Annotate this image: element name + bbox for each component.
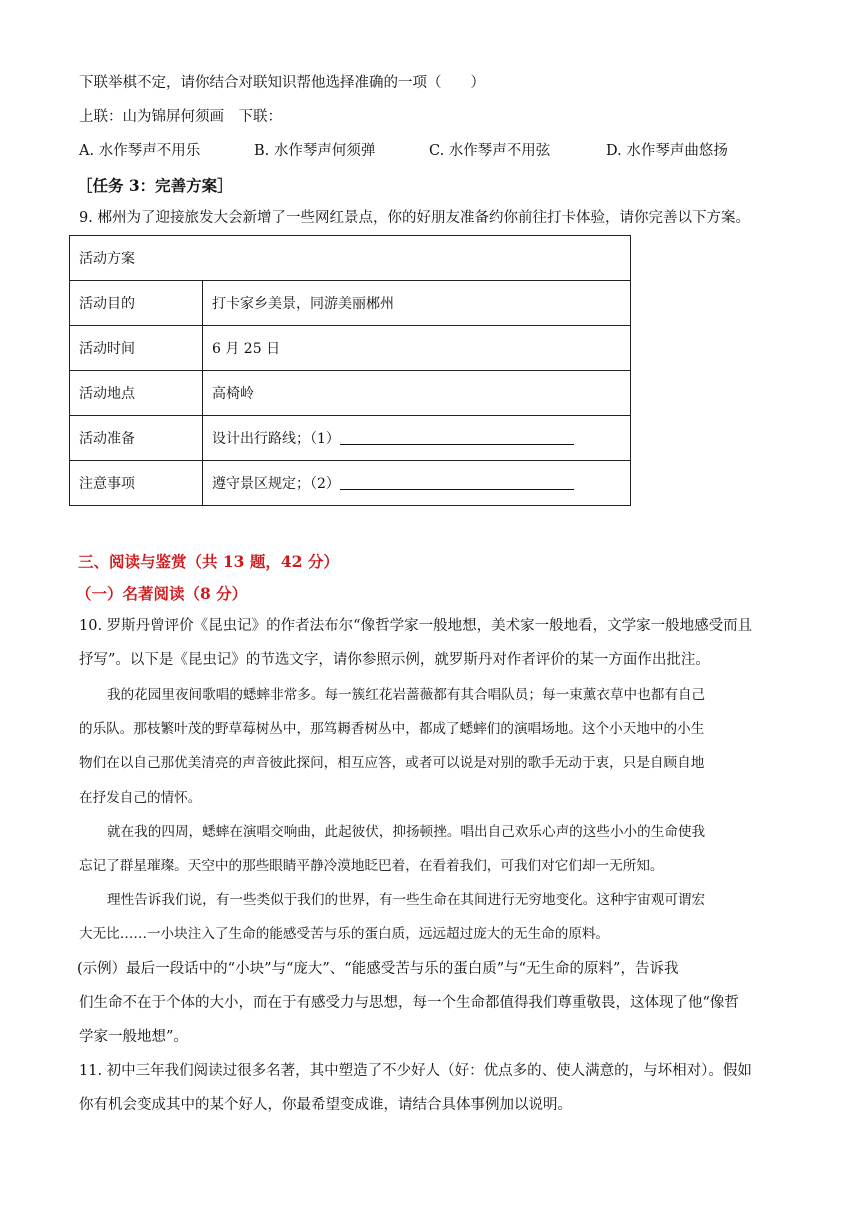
passage-line: 我的花园里夜间歌唱的蟋蟀非常多。每一簇红花岩蔷薇都有其合唱队员；每一束薰衣草中也都有自己 (107, 687, 706, 703)
passage-line: 在抒发自己的情怀。 (79, 790, 202, 806)
table-row (70, 326, 631, 371)
table-row (70, 416, 631, 461)
row-label: 活动目的 (70, 281, 203, 326)
task3-heading: ［任务 3：完善方案］ (77, 176, 233, 195)
answer-blank-1[interactable] (340, 430, 574, 445)
option-c[interactable]: C. 水作琴声不用弦 (429, 143, 551, 159)
table-title: 活动方案 (70, 236, 631, 281)
answer-blank-2[interactable] (340, 475, 574, 490)
row-value: 遵守景区规定；（2） (212, 476, 340, 492)
section3-heading: 三、阅读与鉴赏（共 13 题，42 分） (78, 552, 339, 571)
q11-line2: 你有机会变成其中的某个好人，你最希望变成谁，请结合具体事例加以说明。 (79, 1097, 572, 1113)
passage-line: 就在我的四周，蟋蟀在演唱交响曲，此起彼伏，抑扬顿挫。唱出自己欢乐心声的这些小小的生命使我 (107, 824, 706, 840)
row-value: 高椅岭 (203, 371, 631, 416)
option-b[interactable]: B. 水作琴声何须弹 (254, 143, 376, 159)
example-line: (示例）最后一段话中的“小块”与“庞大”、“能感受苦与乐的蛋白质”与“无生命的原料”，告诉我 (77, 961, 679, 977)
q11-line1: 11. 初中三年我们阅读过很多名著，其中塑造了不少好人（好：优点多的、使人满意的，与坏相对）。假如 (79, 1063, 752, 1079)
row-label: 活动准备 (70, 416, 203, 461)
row-label: 活动时间 (70, 326, 203, 371)
table-title-row (70, 236, 631, 281)
passage-line: 理性告诉我们说，有一些类似于我们的世界，有一些生命在其间进行无穷地变化。这种宇宙观可谓宏 (107, 892, 706, 908)
activity-plan-table (69, 235, 631, 506)
row-value: 打卡家乡美景，同游美丽郴州 (203, 281, 631, 326)
table-row (70, 371, 631, 416)
row-value: 设计出行路线；（1） (212, 431, 340, 447)
option-d[interactable]: D. 水作琴声曲悠扬 (606, 143, 728, 159)
row-value: 6 月 25 日 (203, 326, 631, 371)
row-label: 注意事项 (70, 461, 203, 506)
row-value-with-blank (203, 461, 631, 506)
passage-line: 忘记了群星璀璨。天空中的那些眼睛平静冷漠地眨巴着，在看着我们，可我们对它们却一无所知。 (79, 858, 664, 874)
row-label: 活动地点 (70, 371, 203, 416)
example-line: 们生命不在于个体的大小，而在于有感受力与思想，每一个生命都值得我们尊重敬畏，这体现了他“像哲 (79, 995, 739, 1011)
q9-stem: 9. 郴州为了迎接旅发大会新增了一些网红景点，你的好朋友准备约你前往打卡体验，请你完善以下方案。 (79, 210, 750, 226)
passage-line: 物们在以自己那优美清亮的声音彼此探问，相互应答，或者可以说是对别的歌手无动于衷，只是自顾自地 (79, 755, 705, 771)
q10-line1: 10. 罗斯丹曾评价《昆虫记》的作者法布尔“像哲学家一般地想，美术家一般地看，文学家一般地感受而且 (79, 618, 753, 634)
q8-options (79, 141, 759, 161)
passage-line: 的乐队。那枝繁叶茂的野草莓树丛中，那笃耨香树丛中，都成了蟋蟀们的演唱场地。这个小天地中的小生 (79, 721, 705, 737)
q8-stem: 下联举棋不定，请你结合对联知识帮他选择准确的一项（ ） (79, 75, 485, 91)
option-a[interactable]: A. 水作琴声不用乐 (79, 143, 201, 159)
table-row (70, 461, 631, 506)
q10-line2: 抒写”。以下是《昆虫记》的节选文字，请你参照示例，就罗斯丹对作者评价的某一方面作出批注。 (79, 652, 710, 668)
section3-sub1: （一）名著阅读（8 分） (76, 584, 248, 603)
q8-couplet: 上联：山为锦屏何须画 下联： (79, 109, 282, 125)
table-row (70, 281, 631, 326)
passage-line: 大无比……一小块注入了生命的能感受苦与乐的蛋白质，远远超过庞大的无生命的原料。 (79, 926, 610, 942)
row-value-with-blank (203, 416, 631, 461)
example-line: 学家一般地想”。 (79, 1029, 188, 1045)
